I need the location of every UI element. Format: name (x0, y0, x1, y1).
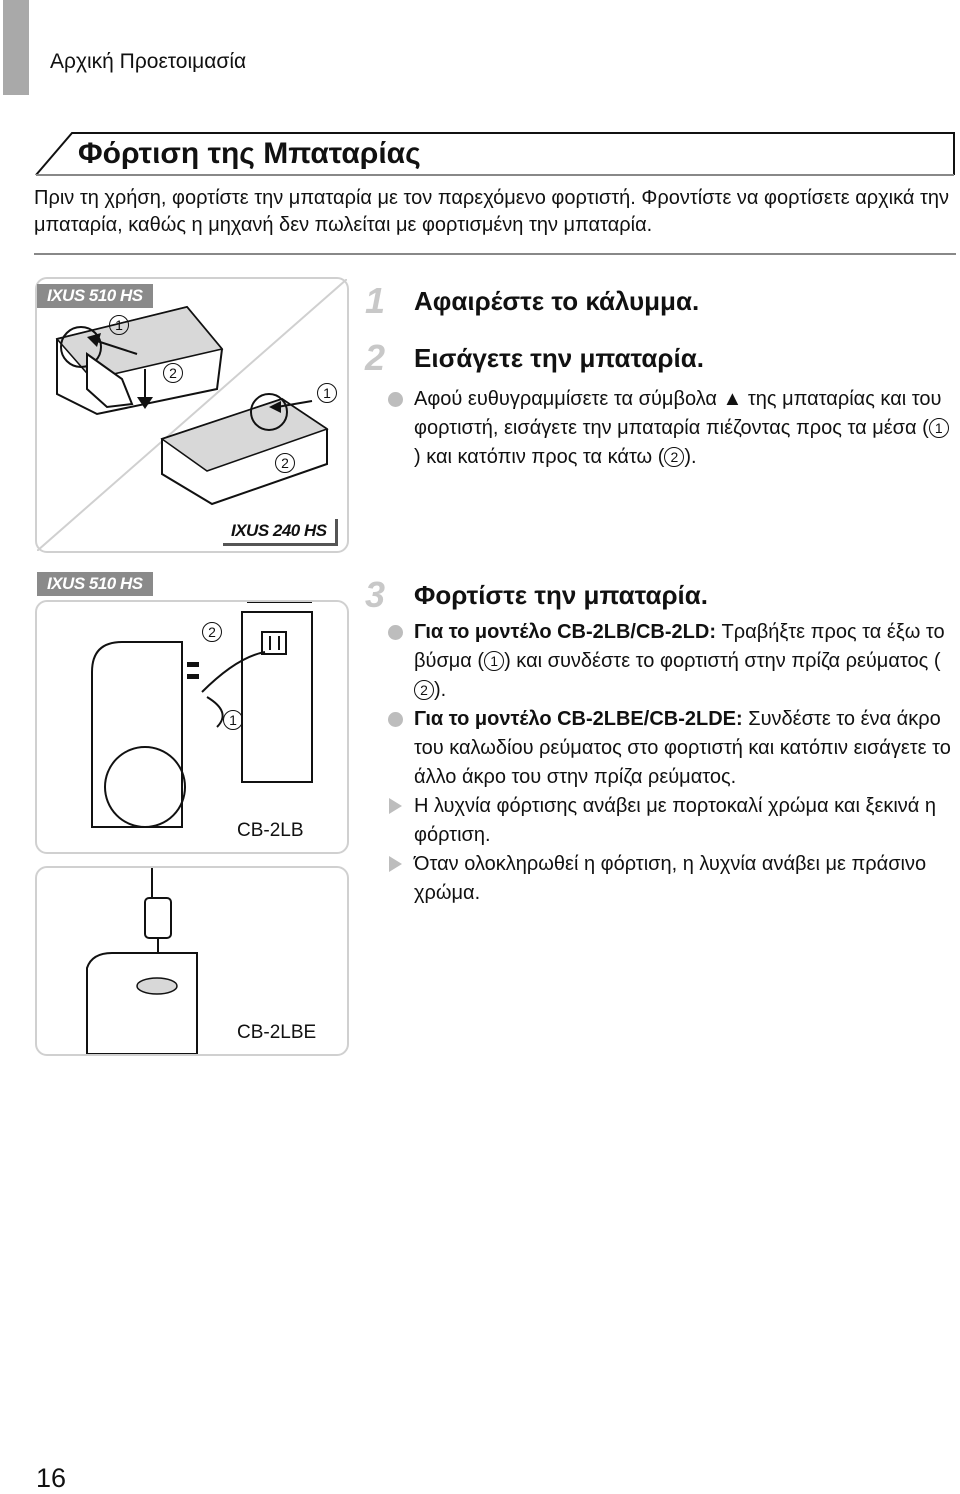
callout-2: 2 (664, 447, 684, 467)
chapter-header: Αρχική Προετοιμασία (50, 50, 247, 73)
model-tag-ixus240: IXUS 240 HS (223, 519, 338, 546)
figure-charger-cb2lbe (35, 866, 349, 1056)
callout-2: 2 (414, 680, 434, 700)
callout-1: 1 (929, 418, 949, 438)
step-3-bullet-cb2lb: Για το μοντέλο CB-2LB/CB-2LD: Τραβήξτε προς τα έξω το βύσμα ( 1 ) και συνδέστε το φορτιστή στην πρίζα ρεύματος (2 ). (386, 618, 951, 705)
step-3-bullet-cb2lbe: Για το μοντέλο CB-2LBE/CB-2LDE: Συνδέστε το ένα άκρο του καλωδίου ρεύματος στο φορτιστή και κατόπιν εισάγετε το άλλο άκρο του στην πρίζα ρεύματος. (386, 705, 951, 792)
callout-2b: 2 (275, 453, 295, 473)
step-2-number: 2 (364, 337, 386, 378)
callout-1: 1 (484, 651, 504, 671)
callout-1: 1 (223, 710, 243, 730)
step-2-bullet: Αφού ευθυγραμμίσετε τα σύμβολα ▲ της μπαταρίας και του φορτιστή, εισάγετε την μπαταρία πιέζοντας προς τα μέσα ( 1) και κατόπιν προς τα κάτω ( 2 ). (386, 385, 951, 472)
step-1-number: 1 (364, 280, 386, 321)
chapter-tab (3, 0, 29, 95)
bullet-circle-icon (388, 712, 403, 727)
figure-charger-cb2lb (35, 574, 349, 854)
page-number: 16 (36, 1463, 67, 1493)
step-3-title: Φορτίστε την μπαταρία. (414, 580, 708, 610)
callout-1b: 1 (317, 383, 337, 403)
divider (34, 253, 956, 255)
callout-2: 2 (163, 363, 183, 383)
result-arrow-icon (389, 856, 402, 872)
section-title: Φόρτιση της Μπαταρίας (78, 137, 421, 170)
callout-1: 1 (109, 315, 129, 335)
callout-2: 2 (202, 622, 222, 642)
model-tag-ixus510: IXUS 510 HS (37, 284, 153, 308)
intro-text: Πριν τη χρήση, φορτίστε την μπαταρία με τον παρεχόμενο φορτιστή. Φροντίστε να φορτίσετε αρχικά την μπαταρία, καθώς η μηχανή δεν πωλείται με φορτισμένη την μπαταρία. (34, 187, 949, 236)
step-3-result-green: Όταν ολοκληρωθεί η φόρτιση, η λυχνία ανάβει με πράσινο χρώμα. (386, 850, 951, 908)
caption-cb2lb: CB-2LB (237, 820, 304, 841)
model-tag-ixus510-b: IXUS 510 HS (37, 572, 153, 596)
bullet-circle-icon (388, 392, 403, 407)
step-3-number: 3 (364, 574, 386, 615)
step-2-bullets (386, 385, 951, 472)
caption-cb2lbe: CB-2LBE (237, 1022, 317, 1043)
step-2-title: Εισάγετε την μπαταρία. (414, 343, 704, 373)
bullet-circle-icon (388, 625, 403, 640)
step-1-title: Αφαιρέστε το κάλυμμα. (414, 286, 700, 316)
step-3-result-orange: Η λυχνία φόρτισης ανάβει με πορτοκαλί χρώμα και ξεκινά η φόρτιση. (386, 792, 951, 850)
step-3-bullets (386, 618, 951, 908)
result-arrow-icon (389, 798, 402, 814)
figure-battery-insert (35, 277, 349, 553)
